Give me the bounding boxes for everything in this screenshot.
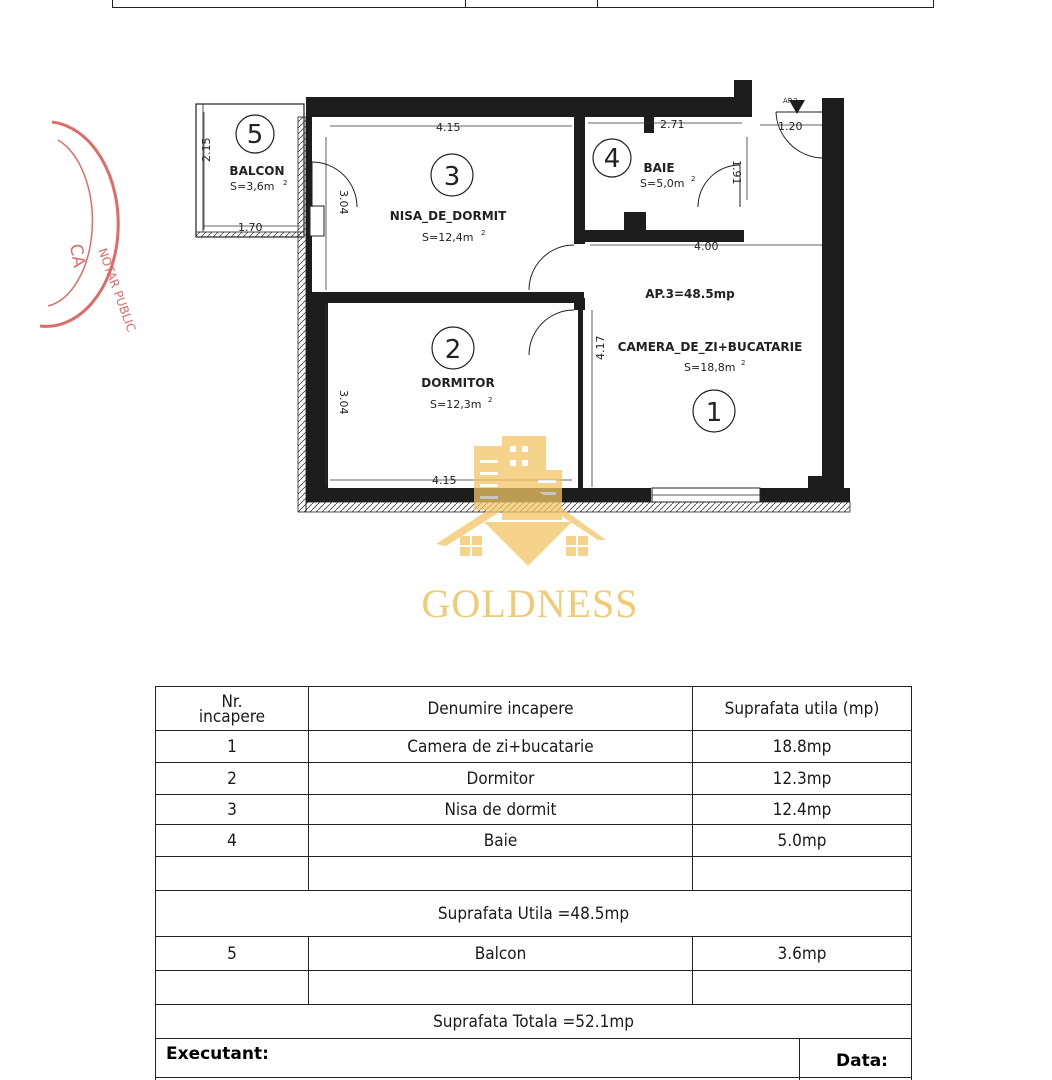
table-row: 2 Dormitor 12.3mp <box>156 763 912 795</box>
room-3-number: 3 <box>443 162 461 192</box>
dim-balcon-height: 2.15 <box>200 137 213 162</box>
executant-label: Executant: <box>166 1044 269 1064</box>
room-1-name: CAMERA_DE_ZI+BUCATARIE <box>617 340 803 354</box>
room-4-area: S=5,0m <box>640 177 685 190</box>
dim-baie-width: 2.71 <box>660 118 685 131</box>
room-2-area: S=12,3m <box>430 398 482 411</box>
svg-text:2: 2 <box>741 359 746 367</box>
table-row: 1 Camera de zi+bucatarie 18.8mp <box>156 731 912 763</box>
notary-stamp <box>40 122 138 334</box>
room-2-name: DORMITOR <box>421 376 495 390</box>
room-4-number: 4 <box>603 144 621 174</box>
walls <box>306 80 850 502</box>
table-row: 3 Nisa de dormit 12.4mp <box>156 795 912 825</box>
header-nr: Nr. incapere <box>156 687 309 731</box>
header-suprafata: Suprafata utila (mp) <box>693 687 912 731</box>
svg-text:2: 2 <box>488 396 493 404</box>
total-row: Suprafata Totala =52.1mp <box>156 1005 912 1039</box>
header-denumire: Denumire incapere <box>309 687 693 731</box>
executant-row <box>155 1038 912 1080</box>
doors <box>312 112 822 355</box>
dim-dormitor-width: 4.15 <box>432 474 457 487</box>
dim-nisa-height: 3.04 <box>337 190 350 215</box>
table-row-empty <box>156 971 912 1005</box>
svg-text:2: 2 <box>283 179 288 187</box>
room-5-number: 5 <box>246 120 264 150</box>
room-1-area: S=18,8m <box>684 361 736 374</box>
dim-living-width: 4.00 <box>694 240 719 253</box>
table-row-empty <box>156 857 912 891</box>
dim-nisa-width: 4.15 <box>436 121 461 134</box>
window-band <box>306 502 850 512</box>
room-2-number: 2 <box>444 335 462 365</box>
watermark-brand: GOLDNESS <box>421 581 639 626</box>
apartment-label: AP.3=48.5mp <box>645 287 735 301</box>
room-1-number: 1 <box>705 398 723 428</box>
dim-balcon-width: 1.70 <box>238 221 263 234</box>
subtotal-row: Suprafata Utila =48.5mp <box>156 891 912 937</box>
dim-baie-height: 1.91 <box>730 160 743 185</box>
dim-living-height: 4.17 <box>594 335 607 360</box>
stamp-text-ca: CA <box>65 242 89 270</box>
entrance-label: AP.3 <box>783 97 798 105</box>
balcony-row: 5 Balcon 3.6mp <box>156 937 912 971</box>
room-3-area: S=12,4m <box>422 231 474 244</box>
room-5-area: S=3,6m <box>230 180 275 193</box>
svg-text:2: 2 <box>691 175 696 183</box>
data-label: Data: <box>836 1051 888 1071</box>
room-4-name: BAIE <box>643 161 675 175</box>
svg-text:2: 2 <box>481 229 486 237</box>
rooms-table <box>155 686 912 1039</box>
table-row: 4 Baie 5.0mp <box>156 825 912 857</box>
dim-dormitor-height: 3.04 <box>337 390 350 415</box>
room-3-name: NISA_DE_DORMIT <box>389 209 507 223</box>
stamp-text-notar: NOTAR PUBLIC <box>95 246 139 334</box>
table-header-row <box>156 687 912 731</box>
dim-entrance-width: 1.20 <box>778 120 803 133</box>
room-5-name: BALCON <box>229 164 285 178</box>
